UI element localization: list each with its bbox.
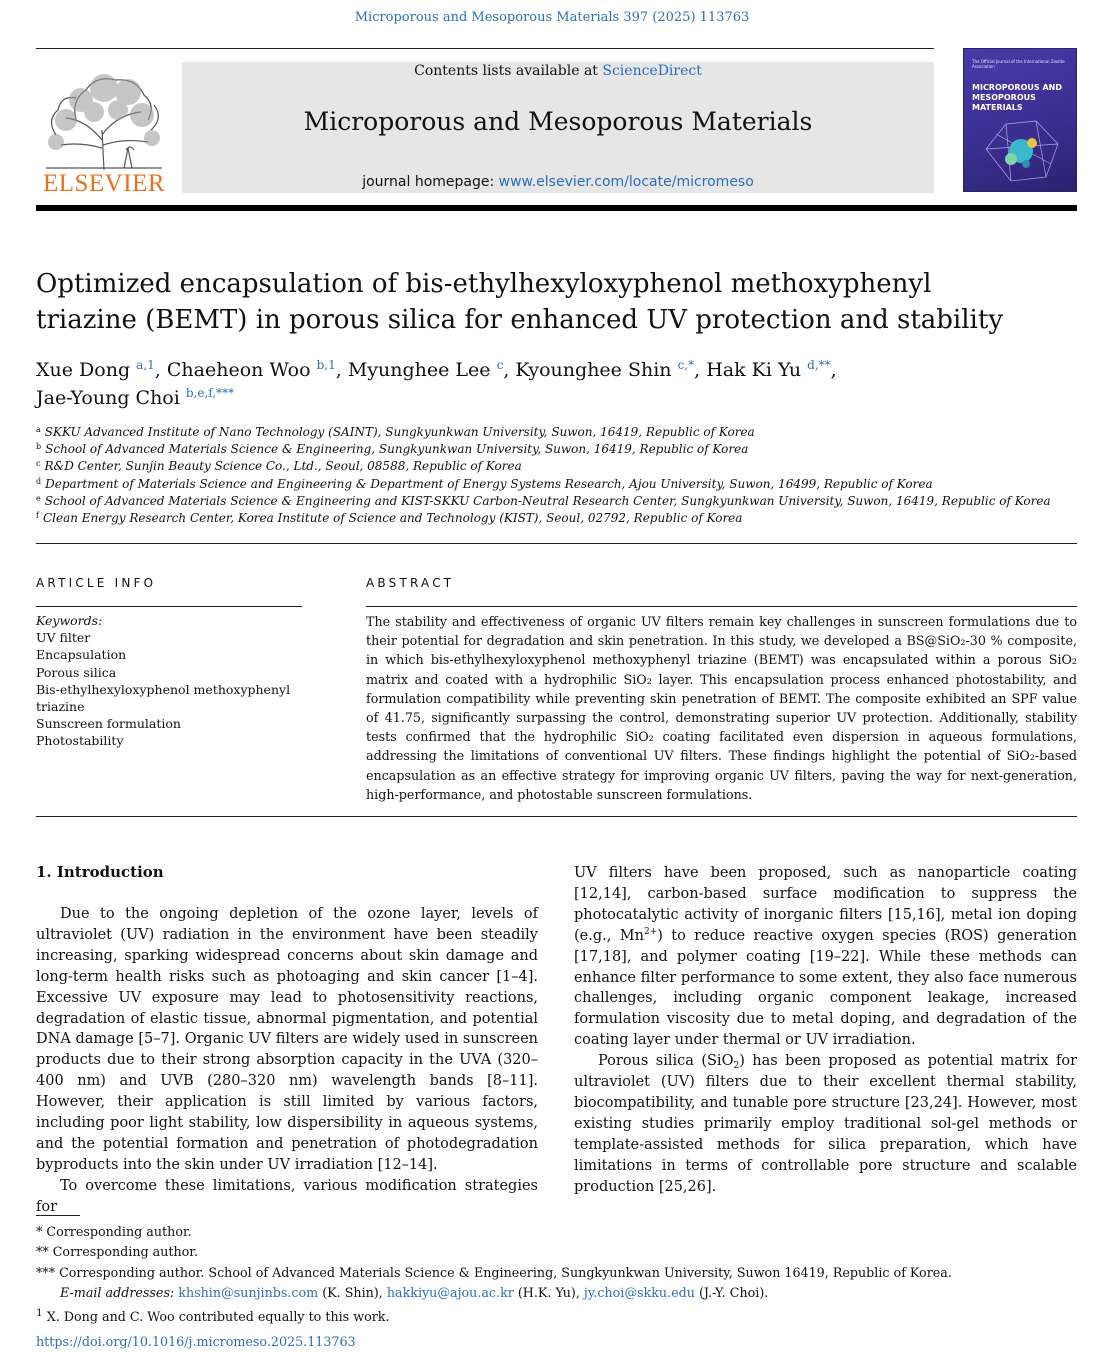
body-paragraph: To overcome these limitations, various modification strategies for bbox=[36, 1177, 538, 1215]
footnote-corresponding: * Corresponding author. bbox=[36, 1224, 192, 1239]
email-owner: (H.K. Yu), bbox=[513, 1284, 584, 1300]
cover-crystal-graphic bbox=[976, 109, 1066, 189]
email-label: E-mail addresses: bbox=[60, 1284, 179, 1300]
body-paragraph bbox=[574, 863, 1077, 1051]
affiliation-text: School of Advanced Materials Science & Engineering, Sungkyunkwan University, Suwon, 16419, Republic of Korea bbox=[45, 442, 749, 457]
keywords-block bbox=[36, 612, 302, 750]
author-name: Myunghee Lee bbox=[347, 359, 491, 381]
section-heading-introduction: 1. Introduction bbox=[36, 863, 164, 881]
email-link[interactable]: khshin@sunjinbs.com bbox=[178, 1284, 319, 1300]
author-affiliation-marker[interactable]: b,1 bbox=[316, 358, 336, 372]
article-title: Optimized encapsulation of bis-ethylhexyloxyphenol methoxyphenyl triazine (BEMT) in porous silica for enhanced UV protection and stability bbox=[36, 269, 1004, 335]
author-affiliation-marker[interactable]: c bbox=[496, 358, 504, 372]
journal-homepage-link[interactable]: www.elsevier.com/locate/micromeso bbox=[498, 174, 754, 190]
affiliation-item bbox=[36, 441, 1076, 458]
subscript-index: 2 bbox=[733, 1061, 740, 1072]
homepage-line bbox=[182, 174, 934, 190]
paragraph-text: ) has been proposed as potential matrix for ultraviolet (UV) filters due to their excellent thermal stability, biocompatibility, and tunable pore structure [23,24]. However, most existing studies primarily employ traditional sol-gel methods or template-assisted methods for silica preparation, which have limitations in terms of controllable pore structure and scalable production [25,26]. bbox=[574, 1053, 1077, 1195]
footnote-corresponding: *** Corresponding author. School of Advanced Materials Science & Engineering, Sungkyunkwan University, Suwon 16419, Republic of Korea. bbox=[36, 1264, 952, 1280]
keyword-item: Bis-ethylhexyloxyphenol methoxyphenyl triazine bbox=[36, 681, 291, 715]
footnote-corresponding: ** Corresponding author. bbox=[36, 1244, 198, 1260]
author-list: Xue Dong $^{a,1}$, Chaeheon Woo $^{b,1}$, Myunghee Lee $^c$, Kyounghee Shin $^{c,*}$, Hak Ki Yu $^{d,**}$, Jae-Young Choi $^{b,e,f,***}$ bbox=[36, 358, 837, 409]
paragraph-text: ) to reduce reactive oxygen species (ROS) generation [17,18], and polymer coating [19–22]. While these methods can enhance filter performance to some extent, they also face numerous challenges, including organic component leakage, increased formulation viscosity due to metal doping, and degradation of the coating layer under thermal or UV irradiation. bbox=[574, 927, 1077, 1049]
affiliation-list bbox=[36, 424, 1076, 527]
keyword-item: Porous silica bbox=[36, 664, 117, 680]
homepage-prefix: journal homepage: bbox=[362, 174, 499, 190]
affiliation-key: e bbox=[36, 493, 41, 503]
email-link[interactable]: hakkiyu@ajou.ac.kr bbox=[386, 1284, 514, 1300]
cover-topline: The Official Journal of the International Zeolite Association bbox=[972, 59, 1065, 69]
body-paragraph bbox=[574, 1051, 1077, 1197]
affiliation-text: SKKU Advanced Institute of Nano Technology (SAINT), Sungkyunkwan University, Suwon, 16419, Republic of Korea bbox=[44, 425, 755, 439]
author-affiliation-marker[interactable]: c,* bbox=[677, 358, 695, 372]
affiliation-item bbox=[36, 424, 1076, 441]
section-rule bbox=[36, 816, 1077, 817]
author-affiliation-marker[interactable]: a,1 bbox=[136, 358, 155, 372]
affiliation-text: School of Advanced Materials Science & Engineering and KIST-SKKU Carbon-Neutral Research Center, Sungkyunkwan University, Suwon, 16419, Republic of Korea bbox=[44, 493, 1051, 508]
affiliation-item bbox=[36, 476, 1076, 493]
keyword-item: UV filter bbox=[36, 630, 91, 646]
article-info-rule bbox=[36, 606, 302, 607]
body-column-right bbox=[574, 863, 1077, 1198]
affiliation-key: a bbox=[36, 425, 41, 434]
affiliation-item bbox=[36, 493, 1076, 510]
body-paragraph: Due to the ongoing depletion of the ozone layer, levels of ultraviolet (UV) radiation in the environment have been steadily increasing, sparking widespread concerns about skin damage and long-term health risks such as photoaging and skin cancer [1–4]. Excessive UV exposure may lead to photosensitivity reactions, degradation of elastic tissue, abnormal pigmentation, and potential DNA damage [5–7]. Organic UV filters are widely used in sunscreen products due to their strong absorption capacity in the UVA (320–400 nm) and UVB (280–320 nm) wavelength bands [8–11]. However, their application is still limited by various factors, including poor light stability, low dispersibility in aqueous systems, and the potential formation and penetration of photodegradation byproducts into the skin under UV irradiation [12–14]. bbox=[36, 906, 538, 1173]
affiliation-item bbox=[36, 458, 1076, 475]
footnote-equal-contribution bbox=[36, 1303, 1076, 1328]
affiliation-key: f bbox=[36, 511, 39, 521]
body-column-left bbox=[36, 904, 538, 1218]
contents-line bbox=[182, 63, 934, 79]
paragraph-text: Porous silica (SiO bbox=[598, 1053, 734, 1070]
affiliation-key: c bbox=[36, 459, 41, 469]
author-name: Kyounghee Shin bbox=[515, 359, 672, 381]
keywords-label: Keywords: bbox=[36, 613, 103, 628]
section-rule bbox=[36, 543, 1077, 544]
email-link[interactable]: jy.choi@skku.edu bbox=[583, 1284, 695, 1300]
author-affiliation-marker[interactable]: d,** bbox=[807, 358, 831, 372]
email-owner: (J.-Y. Choi). bbox=[694, 1284, 769, 1300]
top-rule bbox=[36, 48, 934, 49]
email-owner: (K. Shin), bbox=[318, 1284, 387, 1300]
journal-cover-image[interactable] bbox=[963, 48, 1077, 192]
affiliation-text: R&D Center, Sunjin Beauty Science Co., Ltd., Seoul, 08588, Republic of Korea bbox=[44, 459, 522, 474]
footnote-marker: 1 bbox=[36, 1307, 43, 1320]
affiliation-text: Clean Energy Research Center, Korea Institute of Science and Technology (KIST), Seoul, 02792, Republic of Korea bbox=[42, 511, 743, 526]
author-name: Jae-Young Choi bbox=[36, 387, 180, 409]
author-affiliation-marker[interactable]: b,e,f,*** bbox=[185, 386, 235, 400]
keyword-item: Sunscreen formulation bbox=[36, 716, 181, 732]
author-name: Xue Dong bbox=[36, 359, 131, 381]
superscript-charge: 2+ bbox=[643, 926, 658, 937]
abstract-text: The stability and effectiveness of organic UV filters remain key challenges in sunscreen formulations due to their potential for degradation and skin penetration. In this study, we developed a BS@SiO₂-30 % composite, in which bis-ethylhexyloxyphenol methoxyphenyl triazine (BEMT) was encapsulated within a porous SiO₂ matrix and coated with a hydrophilic SiO₂ layer. This encapsulation process enhanced photostability, and formulation compatibility while preventing skin penetration of BEMT. The composite exhibited an SPF value of 41.75, significantly surpassing the control, demonstrating superior UV protection. Additionally, stability tests confirmed that the hydrophilic SiO₂ coating facilitated even dispersion in aqueous formulations, addressing the limitations of conventional UV filters. These findings highlight the potential of SiO₂-based encapsulation as an effective strategy for improving organic UV filters, paving the way for next-generation, high-performance, and photostable sunscreen formulations. bbox=[366, 614, 1077, 802]
header-thick-rule bbox=[36, 205, 1077, 211]
cover-title: MICROPOROUS AND MESOPOROUS MATERIALS bbox=[972, 83, 1062, 112]
keyword-item: Encapsulation bbox=[36, 647, 127, 663]
affiliation-key: b bbox=[36, 442, 42, 452]
article-info-heading: ARTICLE INFO bbox=[36, 576, 157, 590]
author-name: Hak Ki Yu bbox=[706, 359, 802, 381]
footnote-text: X. Dong and C. Woo contributed equally to this work. bbox=[42, 1309, 390, 1325]
affiliation-key: d bbox=[36, 476, 42, 486]
journal-citation-link[interactable]: Microporous and Mesoporous Materials 397 (2025) 113763 bbox=[354, 10, 750, 25]
abstract-heading: ABSTRACT bbox=[366, 576, 455, 590]
paragraph-text: UV filters have been proposed, such as nanoparticle coating [12,14], carbon-based surface modification to suppress the photocatalytic activity of inorganic filters [15,16], metal ion doping (e.g., Mn bbox=[574, 865, 1077, 944]
footnote-rule bbox=[36, 1215, 80, 1216]
keyword-item: Photostability bbox=[36, 733, 124, 749]
affiliation-text: Department of Materials Science and Engineering & Department of Energy Systems Research, Ajou University, Suwon, 16499, Republic of Korea bbox=[45, 476, 933, 491]
author-name: Chaeheon Woo bbox=[166, 359, 311, 381]
sciencedirect-link[interactable]: ScienceDirect bbox=[602, 63, 702, 79]
elsevier-wordmark: ELSEVIER bbox=[42, 170, 166, 197]
abstract-rule bbox=[366, 606, 1077, 607]
doi-link[interactable]: https://doi.org/10.1016/j.micromeso.2025.113763 bbox=[36, 1334, 356, 1349]
footnote-emails bbox=[36, 1283, 1076, 1303]
journal-name: Microporous and Mesoporous Materials bbox=[303, 107, 813, 136]
footnotes bbox=[36, 1222, 1076, 1328]
affiliation-item bbox=[36, 510, 1076, 527]
contents-prefix: Contents lists available at bbox=[414, 63, 603, 79]
